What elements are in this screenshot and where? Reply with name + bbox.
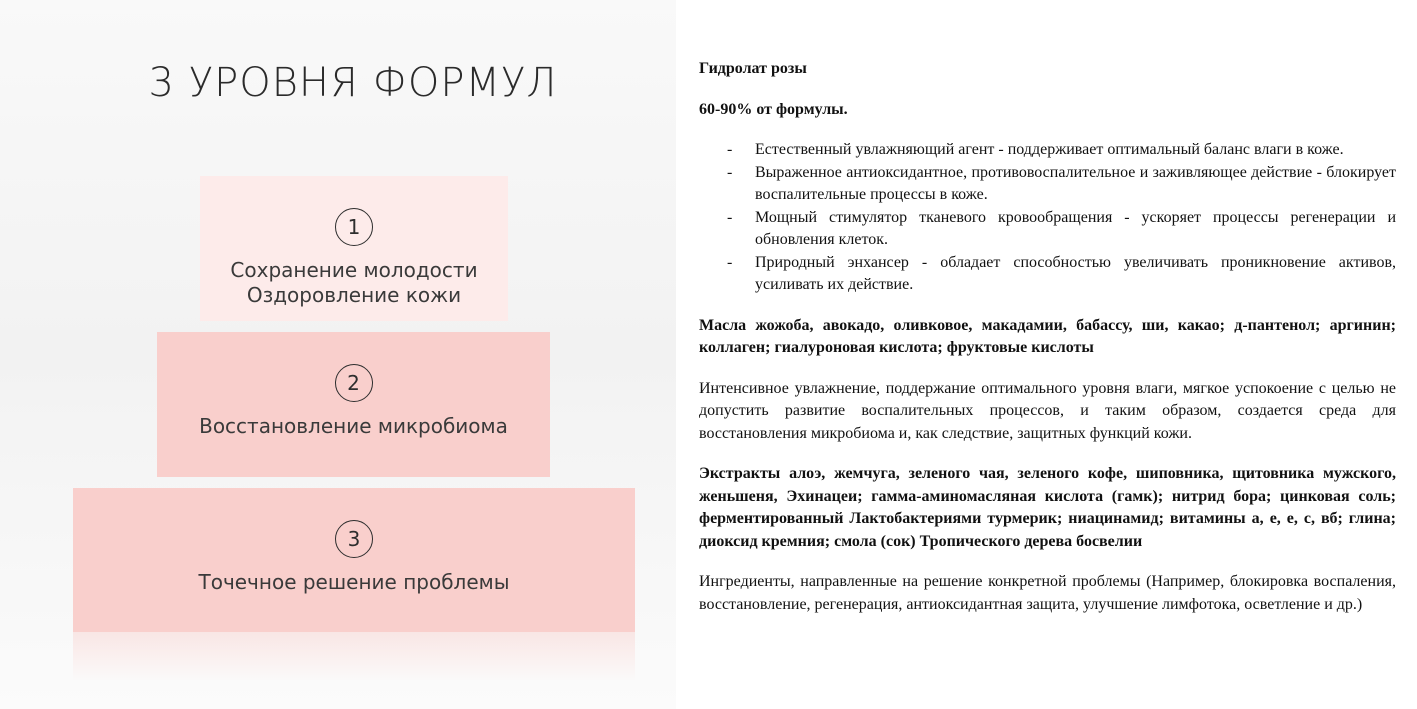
list-item xyxy=(699,252,1396,297)
list-item xyxy=(699,162,1396,207)
extracts-description: Ингредиенты, направленные на решение конкретной проблемы (Например, блокировка воспаления, восстановление, регенерация, антиоксидантная защита, улучшение лимфотока, осветление и др.) xyxy=(699,573,1396,613)
oils-heading: Масла жожоба, авокадо, оливковое, макадамии, бабассу, ши, какао; д-пантенол; аргинин; коллаген; гиалуроновая кислота; фруктовые кислоты xyxy=(699,316,1396,356)
list-item xyxy=(699,139,1396,162)
list-item-text: Мощный стимулятор тканевого кровообращения - ускоряет процессы регенерации и обновления клеток. xyxy=(755,208,1396,248)
slide-title: 3 УРОВНЯ ФОРМУЛ xyxy=(148,60,558,106)
section-heading: Гидролат розы xyxy=(699,60,807,77)
slide-panel xyxy=(0,0,676,709)
list-item-text: Природный энхансер - обладает способностью увеличивать проникновение активов, усиливать их действие. xyxy=(755,253,1396,293)
tier-3-text xyxy=(73,570,635,595)
tier-1-line2: Оздоровление кожи xyxy=(246,283,462,307)
tier-reflection xyxy=(73,632,635,682)
list-item-text: Естественный увлажняющий агент - поддерживает оптимальный баланс влаги в коже. xyxy=(755,141,1344,158)
list-item-text: Выраженное антиоксидантное, противовоспалительное и заживляющее действие - блокирует воспалительные процессы в коже. xyxy=(755,163,1396,203)
tier-number-circle: 1 xyxy=(335,208,373,246)
extracts-heading: Экстракты алоэ, жемчуга, зеленого чая, зеленого кофе, шиповника, щитовника мужского, женьшеня, Эхинацеи; гамма-аминомасляная кислота (гамк); нитрид бора; цинковая соль; ферментированный Лактобактериями турмерик; ниацинамид; витамины а, е, е, с, вб; глина; диоксид кремния; смола (сок) Тропического дерева босвелии xyxy=(699,465,1396,550)
tier-number-circle: 3 xyxy=(335,520,373,558)
bullet-dash: - xyxy=(727,253,733,271)
benefit-list xyxy=(699,139,1396,297)
oils-description: Интенсивное увлажнение, поддержание оптимального уровня влаги, мягкое успокоение с целью не допустить развитие воспалительных процессов, и таким образом, создается среда для восстановления микробиома и, как следствие, защитных функций кожи. xyxy=(699,379,1396,442)
bullet-dash: - xyxy=(727,141,733,158)
tier-1-text xyxy=(200,258,508,308)
bullet-dash: - xyxy=(727,163,733,181)
tier-3-line1: Точечное решение проблемы xyxy=(198,570,510,594)
list-item xyxy=(699,207,1396,252)
document-text xyxy=(699,58,1396,634)
tier-2-box xyxy=(157,332,550,477)
tier-1-box xyxy=(200,176,508,321)
tier-2-text xyxy=(157,414,550,439)
tier-2-line1: Восстановление микробиома xyxy=(199,414,508,438)
tier-3-box xyxy=(73,488,635,632)
tier-number-circle: 2 xyxy=(335,364,373,402)
section-percent: 60-90% от формулы. xyxy=(699,100,848,118)
tier-1-line1: Сохранение молодости xyxy=(230,258,478,282)
bullet-dash: - xyxy=(727,208,733,226)
